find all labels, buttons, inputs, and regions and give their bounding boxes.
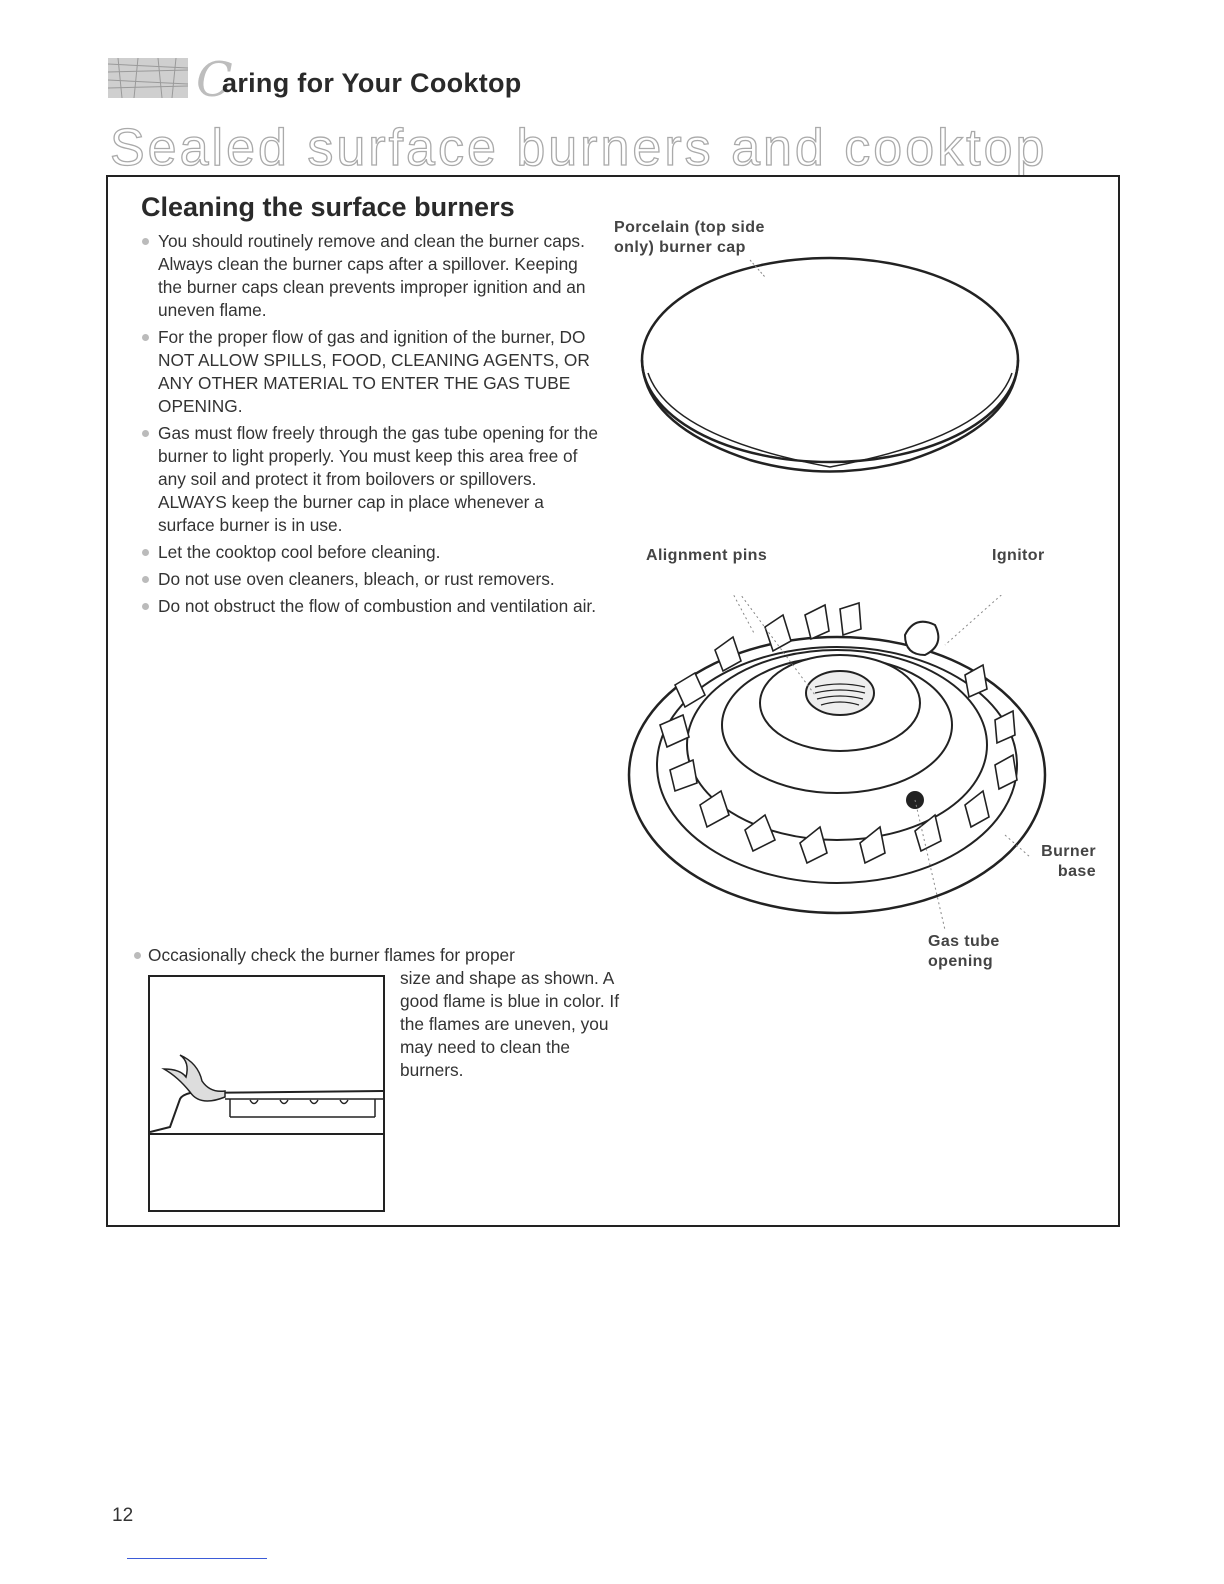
label-alignment-pins: Alignment pins (646, 547, 768, 564)
flame-note-body: size and shape as shown. A good flame is blue in color. If the flames are uneven, you may need to clean the burners. (400, 968, 620, 1080)
flame-illustration (150, 977, 383, 1210)
bullet-item: For the proper flow of gas and ignition of the burner, DO NOT ALLOW SPILLS, FOOD, CLEANING AGENTS, OR ANY OTHER MATERIAL TO ENTER THE GAS TUBE OPENING. (134, 326, 604, 418)
label-gas-tube: Gas tube opening (928, 933, 1000, 970)
flame-note-first-line: Occasionally check the burner flames for proper (134, 944, 515, 967)
bullet-item: Let the cooktop cool before cleaning. (134, 541, 604, 564)
burner-base-illustration (615, 595, 1055, 935)
flame-illustration-frame (148, 975, 385, 1212)
bullet-item: Gas must flow freely through the gas tube opening for the burner to light properly. You must keep this area free of any soil and protect it from boilovers or spillovers. ALWAYS keep the burner cap in place whenever a surface burner is in use. (134, 422, 604, 537)
bullet-item: You should routinely remove and clean the burner caps. Always clean the burner caps after a spillover. Keeping the burner caps clean prevents improper ignition and an uneven flame. (134, 230, 604, 322)
bullet-list (134, 230, 604, 622)
burner-cap-illustration (630, 255, 1030, 515)
bullet-item: Do not obstruct the flow of combustion and ventilation air. (134, 595, 604, 618)
label-burner-cap: Porcelain (top side only) burner cap (614, 219, 765, 256)
footer-rule (127, 1558, 267, 1559)
label-burner-base: Burner base (1041, 843, 1096, 880)
bullet-item: Do not use oven cleaners, bleach, or rust removers. (134, 568, 604, 591)
header-title: aring for Your Cooktop (222, 68, 522, 98)
subheading: Cleaning the surface burners (141, 192, 515, 222)
page-number: 12 (112, 1505, 134, 1526)
header-decoration-icon (108, 58, 188, 98)
label-ignitor: Ignitor (992, 547, 1045, 564)
header-initial: C (196, 52, 233, 108)
section-title: Sealed surface burners and cooktop (110, 119, 1048, 177)
